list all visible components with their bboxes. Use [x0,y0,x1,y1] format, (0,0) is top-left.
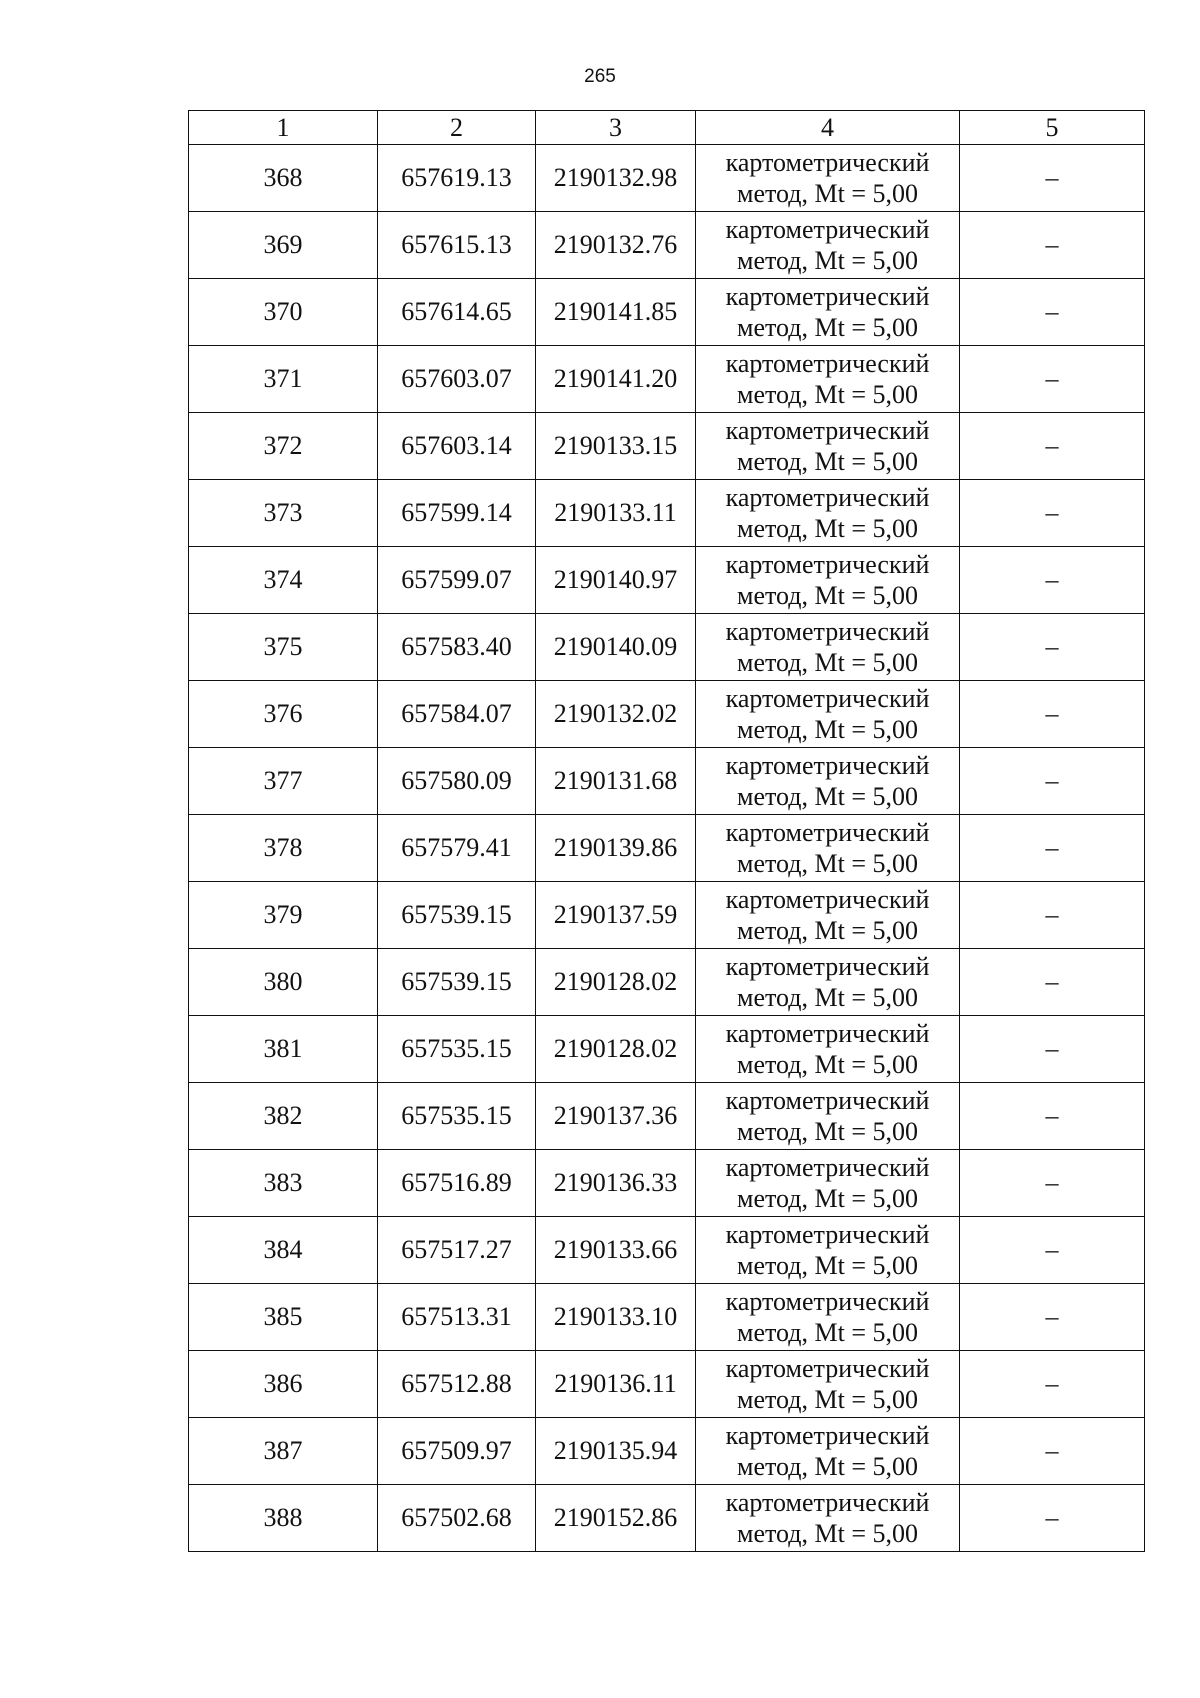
method-line-1: картометрический [725,1421,930,1450]
point-number-cell: 383 [189,1150,378,1217]
method-cell [696,882,960,949]
method-line-1: картометрический [725,1153,930,1182]
table-row [189,145,1145,212]
method-line-2: метод, Mt = 5,00 [737,715,918,744]
point-number-cell: 378 [189,815,378,882]
accuracy-cell: – [960,279,1145,346]
method-line-1: картометрический [725,483,930,512]
table-row [189,949,1145,1016]
header-cell-5: 5 [960,111,1145,145]
table-row [189,346,1145,413]
table-row [189,1217,1145,1284]
table-row [189,547,1145,614]
table-row [189,681,1145,748]
point-number-cell: 379 [189,882,378,949]
accuracy-cell: – [960,949,1145,1016]
x-coordinate-cell: 657517.27 [378,1217,536,1284]
accuracy-cell: – [960,815,1145,882]
method-line-1: картометрический [725,1220,930,1249]
method-line-2: метод, Mt = 5,00 [737,648,918,677]
x-coordinate-cell: 657539.15 [378,949,536,1016]
method-line-2: метод, Mt = 5,00 [737,1184,918,1213]
accuracy-cell: – [960,1418,1145,1485]
method-line-1: картометрический [725,1354,930,1383]
x-coordinate-cell: 657502.68 [378,1485,536,1552]
accuracy-cell: – [960,614,1145,681]
y-coordinate-cell: 2190136.33 [536,1150,696,1217]
method-cell [696,1083,960,1150]
method-line-2: метод, Mt = 5,00 [737,983,918,1012]
method-cell [696,748,960,815]
x-coordinate-cell: 657535.15 [378,1083,536,1150]
point-number-cell: 388 [189,1485,378,1552]
table-row [189,748,1145,815]
point-number-cell: 371 [189,346,378,413]
accuracy-cell: – [960,1351,1145,1418]
method-cell [696,815,960,882]
method-cell [696,1418,960,1485]
x-coordinate-cell: 657603.07 [378,346,536,413]
x-coordinate-cell: 657603.14 [378,413,536,480]
point-number-cell: 369 [189,212,378,279]
method-line-1: картометрический [725,885,930,914]
point-number-cell: 386 [189,1351,378,1418]
point-number-cell: 385 [189,1284,378,1351]
method-line-2: метод, Mt = 5,00 [737,916,918,945]
table-row [189,882,1145,949]
accuracy-cell: – [960,212,1145,279]
method-line-1: картометрический [725,349,930,378]
method-line-1: картометрический [725,818,930,847]
method-cell [696,279,960,346]
header-cell-2: 2 [378,111,536,145]
method-line-2: метод, Mt = 5,00 [737,380,918,409]
y-coordinate-cell: 2190128.02 [536,949,696,1016]
method-line-2: метод, Mt = 5,00 [737,1117,918,1146]
method-line-2: метод, Mt = 5,00 [737,1251,918,1280]
method-cell [696,1150,960,1217]
table-row [189,614,1145,681]
method-line-1: картометрический [725,550,930,579]
accuracy-cell: – [960,145,1145,212]
point-number-cell: 372 [189,413,378,480]
x-coordinate-cell: 657584.07 [378,681,536,748]
x-coordinate-cell: 657512.88 [378,1351,536,1418]
x-coordinate-cell: 657579.41 [378,815,536,882]
x-coordinate-cell: 657513.31 [378,1284,536,1351]
method-cell [696,1016,960,1083]
header-cell-3: 3 [536,111,696,145]
method-line-2: метод, Mt = 5,00 [737,1385,918,1414]
y-coordinate-cell: 2190141.85 [536,279,696,346]
x-coordinate-cell: 657614.65 [378,279,536,346]
method-line-2: метод, Mt = 5,00 [737,581,918,610]
point-number-cell: 380 [189,949,378,1016]
accuracy-cell: – [960,882,1145,949]
y-coordinate-cell: 2190136.11 [536,1351,696,1418]
accuracy-cell: – [960,1083,1145,1150]
method-cell [696,413,960,480]
method-line-2: метод, Mt = 5,00 [737,849,918,878]
method-line-1: картометрический [725,751,930,780]
accuracy-cell: – [960,748,1145,815]
method-line-2: метод, Mt = 5,00 [737,514,918,543]
point-number-cell: 382 [189,1083,378,1150]
accuracy-cell: – [960,1217,1145,1284]
y-coordinate-cell: 2190133.66 [536,1217,696,1284]
method-line-1: картометрический [725,684,930,713]
method-line-2: метод, Mt = 5,00 [737,313,918,342]
method-cell [696,212,960,279]
method-cell [696,1351,960,1418]
method-line-2: метод, Mt = 5,00 [737,1519,918,1548]
y-coordinate-cell: 2190132.76 [536,212,696,279]
table-row [189,1016,1145,1083]
method-line-2: метод, Mt = 5,00 [737,179,918,208]
x-coordinate-cell: 657619.13 [378,145,536,212]
method-line-2: метод, Mt = 5,00 [737,1452,918,1481]
method-cell [696,949,960,1016]
x-coordinate-cell: 657599.07 [378,547,536,614]
x-coordinate-cell: 657535.15 [378,1016,536,1083]
method-line-1: картометрический [725,617,930,646]
table-row [189,1284,1145,1351]
accuracy-cell: – [960,547,1145,614]
method-cell [696,681,960,748]
y-coordinate-cell: 2190141.20 [536,346,696,413]
point-number-cell: 381 [189,1016,378,1083]
method-cell [696,1217,960,1284]
method-line-2: метод, Mt = 5,00 [737,447,918,476]
table-row [189,815,1145,882]
method-line-1: картометрический [725,952,930,981]
table-row [189,1351,1145,1418]
y-coordinate-cell: 2190128.02 [536,1016,696,1083]
method-line-1: картометрический [725,1019,930,1048]
x-coordinate-cell: 657615.13 [378,212,536,279]
method-cell [696,1485,960,1552]
y-coordinate-cell: 2190137.59 [536,882,696,949]
accuracy-cell: – [960,1284,1145,1351]
point-number-cell: 376 [189,681,378,748]
accuracy-cell: – [960,1150,1145,1217]
accuracy-cell: – [960,480,1145,547]
method-cell [696,346,960,413]
method-line-1: картометрический [725,1287,930,1316]
method-line-2: метод, Mt = 5,00 [737,782,918,811]
table-row [189,413,1145,480]
accuracy-cell: – [960,1485,1145,1552]
x-coordinate-cell: 657516.89 [378,1150,536,1217]
point-number-cell: 384 [189,1217,378,1284]
y-coordinate-cell: 2190132.98 [536,145,696,212]
point-number-cell: 368 [189,145,378,212]
coordinates-table [188,110,1145,1552]
point-number-cell: 387 [189,1418,378,1485]
point-number-cell: 373 [189,480,378,547]
method-line-2: метод, Mt = 5,00 [737,246,918,275]
page-number: 265 [584,66,616,87]
method-line-2: метод, Mt = 5,00 [737,1050,918,1079]
accuracy-cell: – [960,346,1145,413]
accuracy-cell: – [960,1016,1145,1083]
x-coordinate-cell: 657583.40 [378,614,536,681]
method-line-1: картометрический [725,1086,930,1115]
header-cell-4: 4 [696,111,960,145]
accuracy-cell: – [960,681,1145,748]
point-number-cell: 374 [189,547,378,614]
method-cell [696,145,960,212]
method-line-1: картометрический [725,416,930,445]
method-line-1: картометрический [725,148,930,177]
table-row [189,212,1145,279]
header-cell-1: 1 [189,111,378,145]
table-row [189,1485,1145,1552]
x-coordinate-cell: 657539.15 [378,882,536,949]
method-line-1: картометрический [725,282,930,311]
y-coordinate-cell: 2190133.11 [536,480,696,547]
table-row [189,1418,1145,1485]
point-number-cell: 375 [189,614,378,681]
y-coordinate-cell: 2190135.94 [536,1418,696,1485]
x-coordinate-cell: 657580.09 [378,748,536,815]
point-number-cell: 370 [189,279,378,346]
y-coordinate-cell: 2190133.10 [536,1284,696,1351]
accuracy-cell: – [960,413,1145,480]
method-line-1: картометрический [725,215,930,244]
table-row [189,1150,1145,1217]
method-cell [696,480,960,547]
table-row [189,1083,1145,1150]
table-row [189,279,1145,346]
method-cell [696,547,960,614]
x-coordinate-cell: 657599.14 [378,480,536,547]
method-cell [696,614,960,681]
y-coordinate-cell: 2190139.86 [536,815,696,882]
y-coordinate-cell: 2190132.02 [536,681,696,748]
y-coordinate-cell: 2190131.68 [536,748,696,815]
y-coordinate-cell: 2190152.86 [536,1485,696,1552]
method-cell [696,1284,960,1351]
y-coordinate-cell: 2190140.97 [536,547,696,614]
y-coordinate-cell: 2190137.36 [536,1083,696,1150]
header-row [189,111,1145,145]
method-line-2: метод, Mt = 5,00 [737,1318,918,1347]
y-coordinate-cell: 2190140.09 [536,614,696,681]
x-coordinate-cell: 657509.97 [378,1418,536,1485]
method-line-1: картометрический [725,1488,930,1517]
table-row [189,480,1145,547]
point-number-cell: 377 [189,748,378,815]
y-coordinate-cell: 2190133.15 [536,413,696,480]
